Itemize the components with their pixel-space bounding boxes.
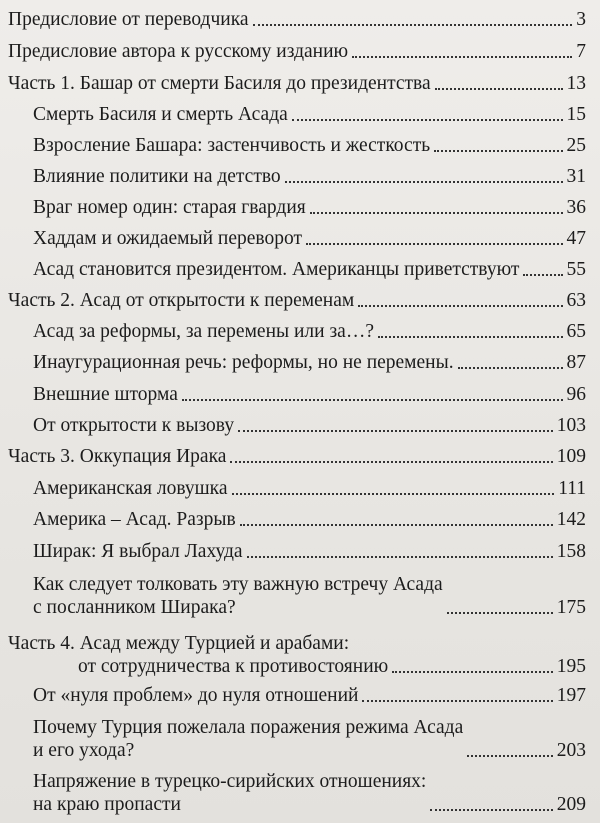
dot-leader — [447, 612, 553, 614]
toc-entry — [33, 540, 586, 563]
toc-part-entry — [8, 445, 586, 468]
dot-leader — [467, 755, 553, 757]
toc-entry-title-line: от сотрудничества к противостоянию — [78, 656, 389, 677]
toc-entry-title — [33, 716, 463, 762]
dot-leader — [430, 809, 552, 811]
dot-leader — [292, 119, 563, 121]
toc-entry-page: 109 — [556, 446, 586, 467]
dot-leader — [523, 274, 562, 276]
dot-leader — [310, 212, 563, 214]
toc-entry-title: Инаугурационная речь: реформы, но не перемены. — [33, 352, 454, 373]
dot-leader — [458, 367, 563, 369]
toc-entry-title: Смерть Басиля и смерть Асада — [33, 104, 288, 125]
toc-entry-page: 158 — [556, 541, 586, 562]
toc-entry — [33, 196, 586, 219]
toc-entry-title-line: на краю пропасти — [33, 794, 181, 815]
toc-part-entry — [8, 72, 586, 95]
toc-entry-title: Ширак: Я выбрал Лахуда — [33, 541, 243, 562]
toc-entry — [33, 258, 586, 281]
toc-entry-page: 209 — [556, 794, 586, 815]
toc-entry-title: Часть 2. Асад от открытости к переменам — [8, 290, 355, 311]
toc-entry — [33, 770, 586, 816]
toc-entry-page: 47 — [566, 228, 586, 249]
dot-leader — [253, 24, 573, 26]
toc-entry-title — [33, 770, 426, 816]
toc-entry — [33, 165, 586, 188]
toc-entry — [33, 573, 586, 619]
toc-entry-page: 31 — [566, 166, 586, 187]
toc-entry-title-line: с посланником Ширака? — [33, 597, 236, 618]
toc-entry-title-line: Часть 4. Асад между Турцией и арабами: — [8, 633, 350, 654]
toc-entry — [33, 716, 586, 762]
toc-entry-title: Часть 3. Оккупация Ирака — [8, 446, 227, 467]
toc-part-entry — [8, 632, 586, 678]
dot-leader — [230, 461, 552, 463]
dot-leader — [247, 556, 553, 558]
toc-entry-page: 25 — [566, 135, 586, 156]
dot-leader — [358, 305, 562, 307]
toc-entry-title: Американская ловушка — [33, 478, 228, 499]
toc-entry-title: Предисловие автора к русскому изданию — [8, 41, 349, 62]
toc-entry-title: Враг номер один: старая гвардия — [33, 197, 306, 218]
toc-entry-page: 142 — [556, 509, 586, 530]
toc-entry-page: 15 — [566, 104, 586, 125]
dot-leader — [362, 700, 552, 702]
toc-entry-title: Хаддам и ожидаемый переворот — [33, 228, 303, 249]
toc-entry — [33, 103, 586, 126]
toc-entry-title: Америка – Асад. Разрыв — [33, 509, 236, 530]
toc-entry — [33, 477, 586, 500]
toc-entry-page: 203 — [556, 740, 586, 761]
toc-entry-page: 111 — [558, 478, 586, 499]
toc-entry-page: 13 — [566, 73, 586, 94]
toc-entry — [33, 134, 586, 157]
toc-entry-title-line: Как следует толковать эту важную встречу Асада — [33, 574, 443, 595]
toc-entry — [33, 383, 586, 406]
toc-entry-title-line: Почему Турция пожелала поражения режима Асада — [33, 717, 464, 738]
toc-entry-title: Асад за реформы, за перемены или за…? — [33, 321, 374, 342]
toc-entry-title: Асад становится президентом. Американцы приветствуют — [33, 259, 520, 280]
toc-entry-page: 55 — [566, 259, 586, 280]
toc-entry-title — [8, 632, 388, 678]
toc-part-entry — [8, 289, 586, 312]
dot-leader — [392, 671, 553, 673]
toc-entry-page: 3 — [576, 9, 586, 30]
toc-entry — [33, 414, 586, 437]
dot-leader — [232, 493, 555, 495]
toc-entry-page: 63 — [566, 290, 586, 311]
toc-entry — [8, 8, 586, 31]
toc-entry — [8, 40, 586, 63]
dot-leader — [285, 181, 563, 183]
dot-leader — [378, 336, 563, 338]
toc-entry — [33, 351, 586, 374]
toc-entry-title: Предисловие от переводчика — [8, 9, 249, 30]
dot-leader — [352, 56, 572, 58]
dot-leader — [306, 243, 562, 245]
toc-entry — [33, 684, 586, 707]
toc-entry-title: Часть 1. Башар от смерти Басиля до президентства — [8, 73, 431, 94]
dot-leader — [182, 399, 563, 401]
toc-entry-title-line: Напряжение в турецко-сирийских отношениях: — [33, 771, 427, 792]
toc-entry-page: 197 — [556, 685, 586, 706]
toc-entry-page: 195 — [556, 656, 586, 677]
toc-entry-title: От «нуля проблем» до нуля отношений — [33, 685, 359, 706]
toc-entry-page: 175 — [556, 597, 586, 618]
toc-entry-title: Внешние шторма — [33, 384, 178, 405]
toc-entry-page: 7 — [576, 41, 586, 62]
toc-entry-page: 103 — [556, 415, 586, 436]
toc-entry — [33, 227, 586, 250]
dot-leader — [240, 524, 553, 526]
dot-leader — [434, 150, 562, 152]
toc-entry-title: Влияние политики на детство — [33, 166, 281, 187]
dot-leader — [435, 88, 563, 90]
toc-entry — [33, 320, 586, 343]
toc-entry-page: 96 — [566, 384, 586, 405]
toc-entry-page: 65 — [566, 321, 586, 342]
toc-entry-page: 87 — [566, 352, 586, 373]
dot-leader — [238, 430, 553, 432]
toc-entry — [33, 508, 586, 531]
toc-entry-title: От открытости к вызову — [33, 415, 235, 436]
toc-entry-page: 36 — [566, 197, 586, 218]
toc-entry-title — [33, 573, 443, 619]
toc-entry-title-line: и его ухода? — [33, 740, 135, 761]
toc-entry-title: Взросление Башара: застенчивость и жесткость — [33, 135, 431, 156]
